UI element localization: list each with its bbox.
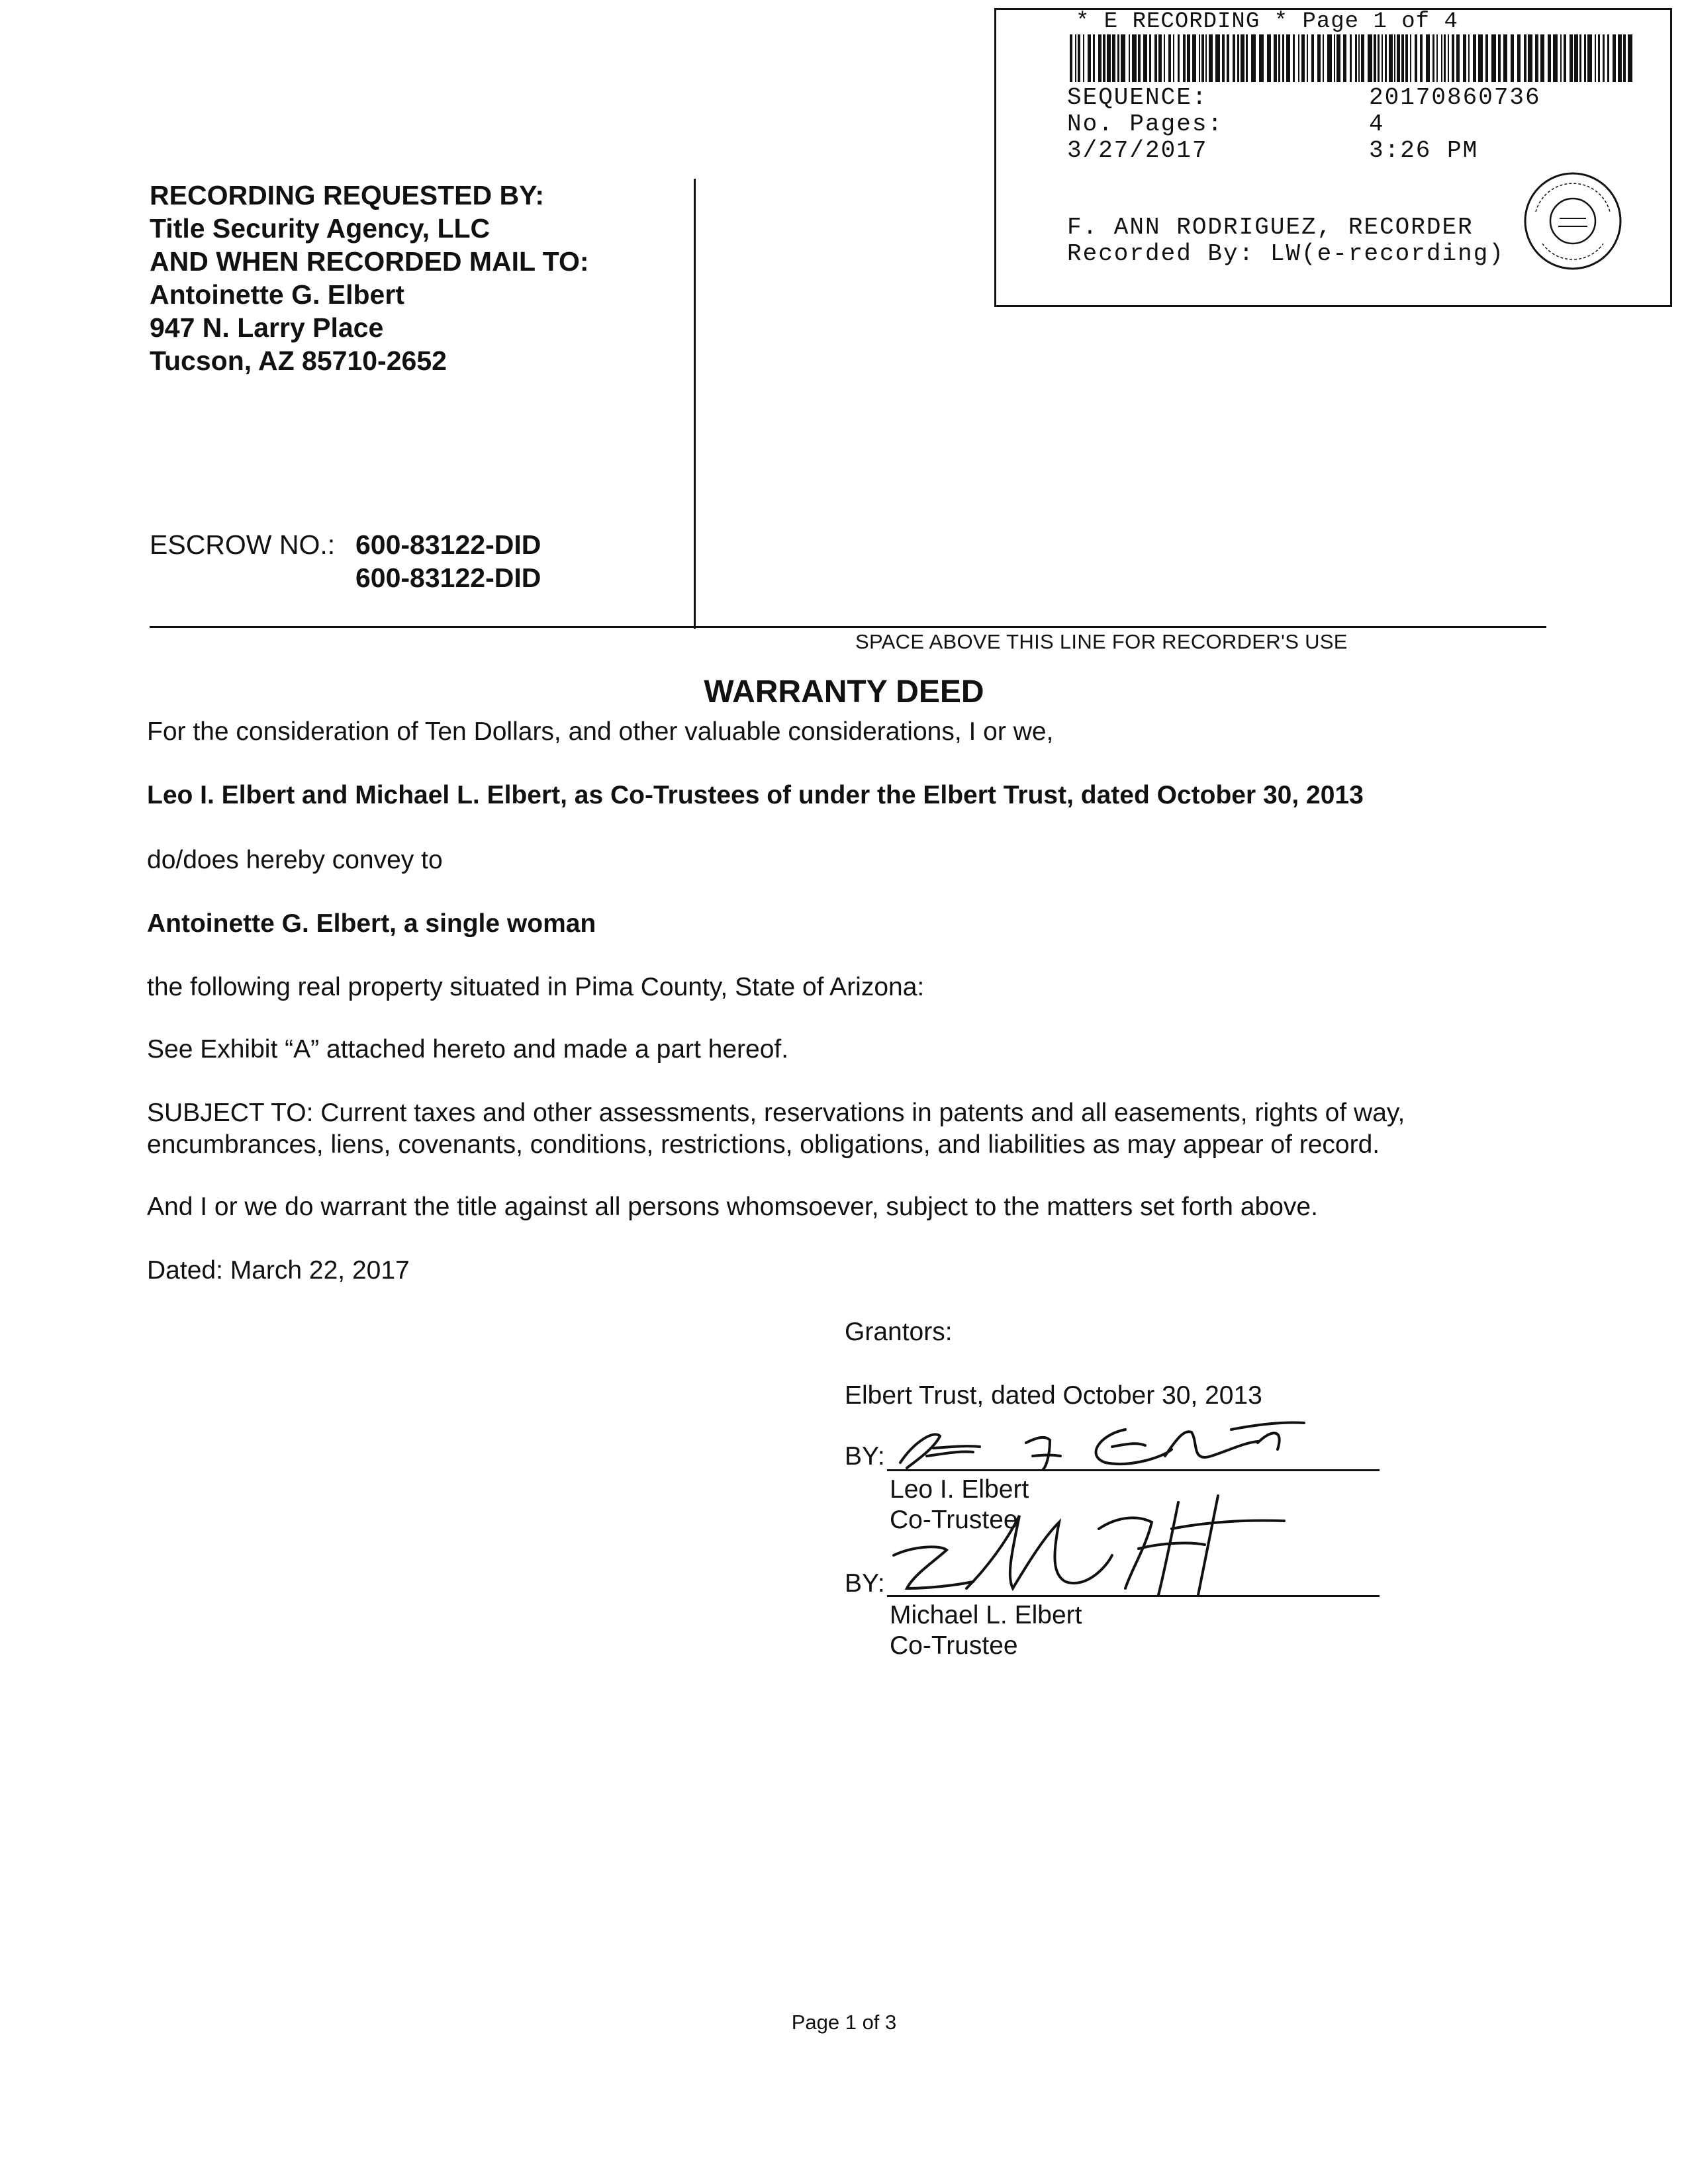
grantee-paragraph: Antoinette G. Elbert, a single woman <box>147 909 596 938</box>
barcode-bar <box>1138 34 1141 82</box>
barcode-bar <box>1361 34 1364 82</box>
barcode-bar <box>1540 34 1544 82</box>
barcode-bar <box>1456 34 1460 82</box>
barcode-bar <box>1336 34 1340 82</box>
barcode-bar <box>1623 34 1626 82</box>
barcode-bar <box>1311 34 1314 82</box>
barcode-bar <box>1274 34 1277 82</box>
barcode-bar <box>1535 34 1538 82</box>
barcode-bar <box>1618 34 1622 82</box>
barcode-bar <box>1282 34 1284 82</box>
barcode-bar <box>1215 34 1220 82</box>
barcode-bar <box>1613 34 1616 82</box>
barcode-bar <box>1397 34 1400 82</box>
barcode-bar <box>1298 34 1299 82</box>
recording-time: 3:26 PM <box>1369 137 1479 164</box>
barcode-bar <box>1468 34 1470 82</box>
subject-to-paragraph: SUBJECT TO: Current taxes and other assessments, reservations in patents and all easements, rights of way, <box>147 1099 1405 1127</box>
signer-name: Leo I. Elbert <box>890 1475 1029 1504</box>
warranty-paragraph: And I or we do warrant the title against all persons whomsoever, subject to the matters set forth above. <box>147 1193 1318 1221</box>
barcode-bar <box>1132 34 1137 82</box>
barcode-bar <box>1334 34 1335 82</box>
barcode-bar <box>1129 34 1130 82</box>
handwritten-signature-icon <box>887 1489 1297 1602</box>
signer-title: Co-Trustee <box>890 1631 1018 1660</box>
barcode-bar <box>1093 34 1095 82</box>
barcode-bar <box>1237 34 1239 82</box>
barcode-bar <box>1478 34 1483 82</box>
barcode-bar <box>1401 34 1404 82</box>
barcode-bar <box>1149 34 1151 82</box>
barcode-bar <box>1246 34 1248 82</box>
barcode-bar <box>1327 34 1332 82</box>
recorder-space-line <box>150 626 1546 628</box>
recording-header: * E RECORDING * Page 1 of 4 <box>1076 9 1458 34</box>
barcode-bar <box>1448 34 1449 82</box>
recording-date: 3/27/2017 <box>1067 137 1208 164</box>
recorder-space-caption: SPACE ABOVE THIS LINE FOR RECORDER'S USE <box>855 630 1348 653</box>
barcode-bar <box>1463 34 1466 82</box>
barcode-bar <box>1441 34 1442 82</box>
barcode-bar <box>1317 34 1321 82</box>
dated-line: Dated: March 22, 2017 <box>147 1256 410 1285</box>
barcode-bar <box>1432 34 1434 82</box>
mail-to-street: 947 N. Larry Place <box>150 312 384 343</box>
barcode-bar <box>1209 34 1213 82</box>
page-number: Page 1 of 3 <box>791 2011 897 2034</box>
barcode-bar <box>1192 34 1196 82</box>
barcode-bar <box>1187 34 1190 82</box>
barcode-bar <box>1628 34 1632 82</box>
barcode-bar <box>1579 34 1581 82</box>
barcode-bar <box>1158 34 1162 82</box>
barcode-bar <box>1498 34 1501 82</box>
barcode-bar <box>1452 34 1454 82</box>
barcode-bar <box>1415 34 1417 82</box>
barcode-bar <box>1385 34 1387 82</box>
barcode-bar <box>1587 34 1592 82</box>
handwritten-signature-icon <box>887 1416 1324 1476</box>
barcode-bar <box>1607 34 1609 82</box>
property-paragraph: the following real property situated in Pima County, State of Arizona: <box>147 973 925 1001</box>
barcode-bar <box>1293 34 1295 82</box>
exhibit-paragraph: See Exhibit “A” attached hereto and made a part hereof. <box>147 1035 789 1064</box>
barcode-bar <box>1485 34 1488 82</box>
barcode-bar <box>1241 34 1244 82</box>
barcode-bar <box>1553 34 1558 82</box>
signer-title: Co-Trustee <box>890 1506 1018 1534</box>
barcode-bar <box>1394 34 1395 82</box>
mail-to-name: Antoinette G. Elbert <box>150 279 404 310</box>
barcode-bar <box>1078 34 1080 82</box>
barcode-bar <box>1382 34 1383 82</box>
barcode-bar <box>1168 34 1171 82</box>
barcode-bar <box>1528 34 1532 82</box>
barcode-bar <box>1560 34 1562 82</box>
barcode-bar <box>1584 34 1586 82</box>
document-title: WARRANTY DEED <box>704 674 984 709</box>
barcode-bar <box>1173 34 1174 82</box>
barcode-bar <box>1517 34 1521 82</box>
barcode-bar <box>1251 34 1256 82</box>
barcode-bar <box>1117 34 1119 82</box>
recorded-by: Recorded By: LW(e-recording) <box>1067 240 1505 267</box>
barcode-bar <box>1574 34 1578 82</box>
barcode-bar <box>1410 34 1411 82</box>
barcode-bar <box>1368 34 1372 82</box>
barcode-bar <box>1112 34 1115 82</box>
barcode-bar <box>1222 34 1225 82</box>
barcode-bar <box>1143 34 1147 82</box>
barcode-bar <box>1603 34 1605 82</box>
barcode-bar <box>1098 34 1102 82</box>
barcode-bar <box>1103 34 1105 82</box>
pages-label: No. Pages: <box>1067 111 1224 138</box>
barcode-bar <box>1227 34 1229 82</box>
barcode-bar <box>1259 34 1264 82</box>
county-seal-icon <box>1523 171 1623 271</box>
barcode-bar <box>1595 34 1596 82</box>
escrow-number: 600-83122-DID <box>355 563 541 593</box>
pages-value: 4 <box>1369 111 1385 138</box>
header-divider-vertical <box>694 179 696 629</box>
barcode-icon <box>1070 34 1634 82</box>
requested-by-label: RECORDING REQUESTED BY: <box>150 180 545 210</box>
barcode-bar <box>1278 34 1280 82</box>
sequence-value: 20170860736 <box>1369 84 1541 111</box>
barcode-bar <box>1307 34 1308 82</box>
barcode-bar <box>1070 34 1072 82</box>
recording-request-block <box>150 179 589 377</box>
barcode-bar <box>1350 34 1352 82</box>
escrow-label: ESCROW NO.: <box>150 529 336 560</box>
consideration-paragraph: For the consideration of Ten Dollars, and other valuable considerations, I or we, <box>147 717 1054 746</box>
barcode-bar <box>1201 34 1204 82</box>
barcode-bar <box>1511 34 1514 82</box>
trust-name: Elbert Trust, dated October 30, 2013 <box>845 1381 1262 1410</box>
barcode-bar <box>1405 34 1408 82</box>
barcode-bar <box>1154 34 1157 82</box>
barcode-bar <box>1088 34 1091 82</box>
mail-to-label: AND WHEN RECORDED MAIL TO: <box>150 246 589 277</box>
barcode-bar <box>1286 34 1290 82</box>
barcode-bar <box>1075 34 1076 82</box>
barcode-bar <box>1358 34 1360 82</box>
recorder-name: F. ANN RODRIGUEZ, RECORDER <box>1067 214 1474 241</box>
barcode-bar <box>1267 34 1271 82</box>
requested-by-company: Title Security Agency, LLC <box>150 213 491 244</box>
barcode-bar <box>1389 34 1393 82</box>
subject-to-paragraph-continued: encumbrances, liens, covenants, conditions, restrictions, obligations, and liabilities as may appear of record. <box>147 1130 1380 1159</box>
barcode-bar <box>1436 34 1438 82</box>
barcode-bar <box>1444 34 1446 82</box>
barcode-bar <box>1491 34 1496 82</box>
barcode-bar <box>1473 34 1476 82</box>
barcode-bar <box>1301 34 1305 82</box>
barcode-bar <box>1355 34 1357 82</box>
by-label: BY: <box>845 1442 885 1471</box>
mail-to-city: Tucson, AZ 85710-2652 <box>150 345 447 376</box>
barcode-bar <box>1503 34 1507 82</box>
grantors-paragraph: Leo I. Elbert and Michael L. Elbert, as Co-Trustees of under the Elbert Trust, dated October 30, 2013 <box>147 781 1364 809</box>
sequence-label: SEQUENCE: <box>1067 84 1208 111</box>
barcode-bar <box>1107 34 1111 82</box>
grantors-label: Grantors: <box>845 1318 953 1346</box>
barcode-bar <box>1199 34 1200 82</box>
barcode-bar <box>1164 34 1165 82</box>
barcode-bar <box>1524 34 1526 82</box>
barcode-bar <box>1323 34 1324 82</box>
barcode-bar <box>1178 34 1180 82</box>
barcode-bar <box>1121 34 1125 82</box>
convey-paragraph: do/does hereby convey to <box>147 846 443 874</box>
barcode-bar <box>1426 34 1430 82</box>
escrow-number: 600-83122-DID <box>355 529 541 560</box>
barcode-bar <box>1374 34 1376 82</box>
barcode-bar <box>1378 34 1380 82</box>
barcode-bar <box>1598 34 1600 82</box>
by-label: BY: <box>845 1569 885 1598</box>
barcode-bar <box>1233 34 1235 82</box>
barcode-bar <box>1420 34 1423 82</box>
barcode-bar <box>1183 34 1186 82</box>
barcode-bar <box>1564 34 1566 82</box>
barcode-bar <box>1548 34 1551 82</box>
barcode-bar <box>1570 34 1573 82</box>
barcode-bar <box>1205 34 1207 82</box>
signer-name: Michael L. Elbert <box>890 1601 1082 1629</box>
barcode-bar <box>1343 34 1346 82</box>
barcode-bar <box>1083 34 1084 82</box>
